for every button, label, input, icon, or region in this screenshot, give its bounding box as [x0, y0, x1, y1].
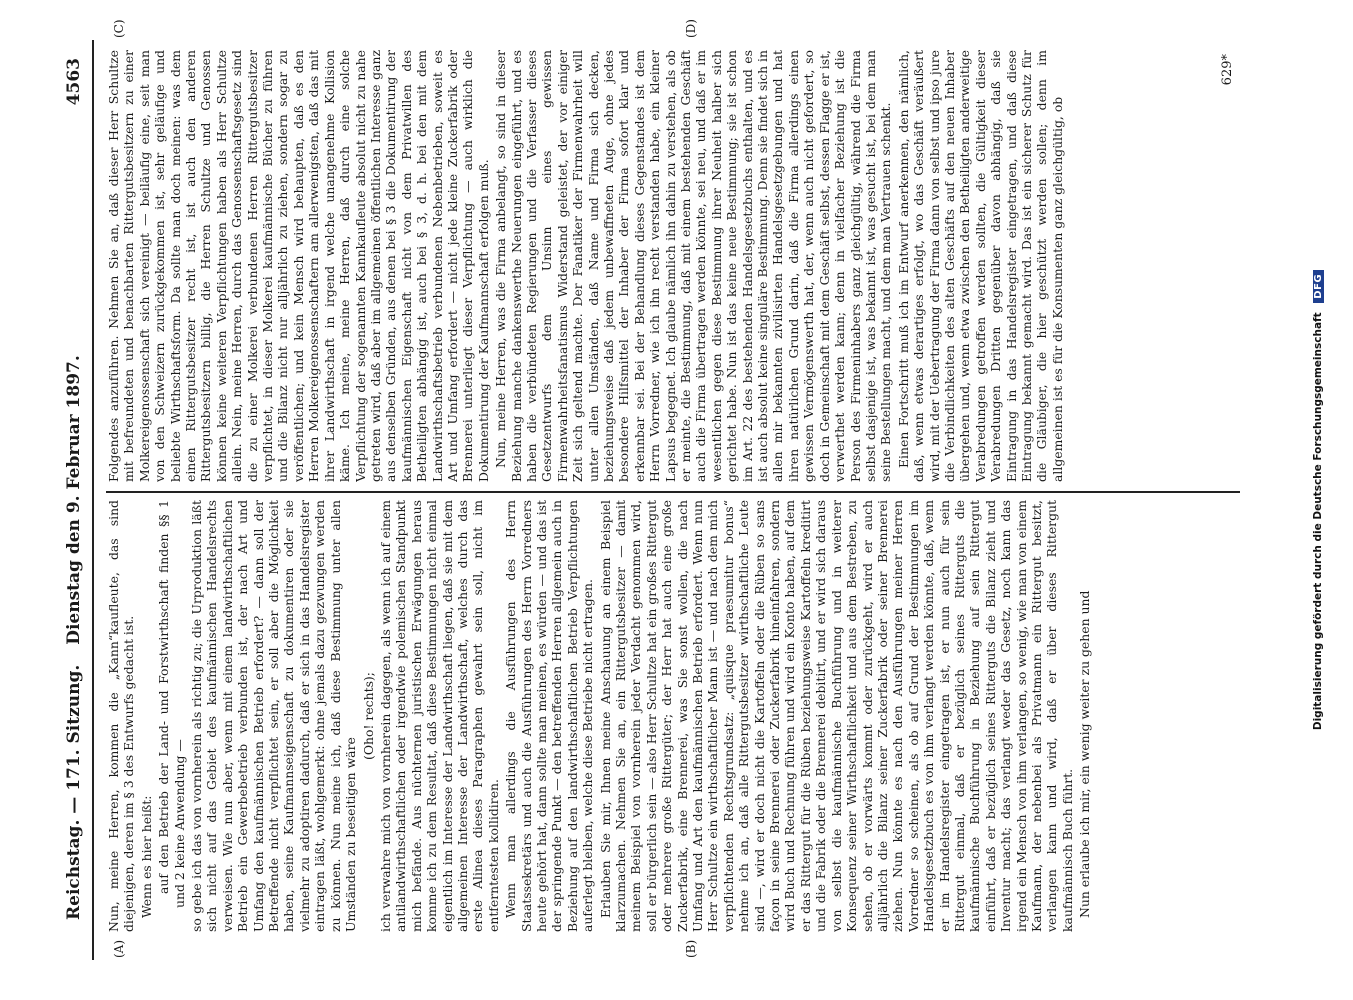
- quoted-law: auf den Betrieb der Land- und Forstwirthschaft finden §§ 1 und 2 keine Anwendung —: [156, 500, 187, 908]
- paragraph: Nun, meine Herren, kommen die „Kann“kaufleute, das sind diejenigen, deren im § 3 des Entwurfs gedacht ist.: [106, 500, 137, 932]
- text-column-left: [106, 500, 1240, 932]
- page-header: [60, 40, 94, 960]
- interjection: (Oho! rechts);: [360, 672, 376, 760]
- paragraph: Folgendes anzuführen. Nehmen Sie an, daß dieser Herr Schultze mit befreundeten und benachbarten Rittergutsbesitzern zu einer Molkereigenossenschaft sich vereinigt — beiläufig eine, seit man von den Schweizern zurückgekommen ist, sehr geläufige und beliebte Wirthschaftsform. Da sollte man doch meinen: was dem einen Rittergutsbesitzer recht ist, ist auch den anderen Rittergutsbesitzern billig, die Herren Schultze und Genossen können keine weiteren Verpflichtungen haben als Herr Schultze allein. Nein, meine Herren, durch das Genossenschaftsgesetz sind die zu einer Molkerei verbundenen Herren Rittergutsbesitzer verpflichtet, in dieser Molkerei kaufmännische Bücher zu führen und die Bilanz nicht nur alljährlich zu ziehen, sondern sogar zu veröffentlichen; und kein Mensch wird behaupten, daß es den Herren Molkereigenossenschaftern am allerwenigsten, daß das mit ihrer Landwirthschaft in irgend welche unangenehme Kollision käme. Ich meine, meine Herren, daß durch eine solche Verpflichtung der sogenannten Kannkaufleute absolut nicht zu nahe getreten wird, daß aber im allgemeinen öffentlichen Interesse ganz aus denselben Gründen, aus denen bei § 3 die Dokumentirung der kaufmännischen Eigenschaft nicht von dem Privatwillen des Betheiligten abhängig ist, auch bei § 3, d. h. bei den mit dem Landwirthschaftsbetrieb verbundenen Nebenbetrieben, soweit es Art und Umfang erfordert — nicht jede kleine Zuckerfabrik oder Brennerei unterliegt dieser Verpflichtung — auch wirklich die Dokumentirung der Kaufmannschaft erfolgen muß.: [106, 50, 491, 482]
- paragraph: so gebe ich das von vornherein als richtig zu; die Urproduktion läßt sich nicht auf das Gebiet des kaufmännischen Handelsrechts verweisen. Wie nun aber, wenn mit einem landwirthschaftlichen Betrieb ein Gewerbebetrieb verbunden ist, der nach Art und Umfang den kaufmännischen Betrieb erfordert? — dann soll der Betreffende nicht verpflichtet sein, er soll aber die Möglichkeit haben, seine Kaufmannseigenschaft zu dokumentiren oder sie vielmehr zu adoptiren dadurch, daß er sich in das Handelsregister eintragen läßt, wohlgemerkt: ohne jemals dazu gezwungen werden zu können. Nun meine ich, daß diese Bestimmung unter allen Umständen zu beseitigen wäre: [189, 500, 359, 932]
- paragraph: Erlauben Sie mir, Ihnen meine Anschauung an einem Beispiel klarzumachen. Nehmen Sie an, ein Rittergutsbesitzer — damit meinem Beispiel von vornherein jeder Verdacht genommen wird, soll er bürgerlich sein — also Herr Schultze hat ein großes Rittergut oder mehrere große Rittergüter; der Herr hat auch eine große Zuckerfabrik, eine Brennerei, was Sie sonst wollen, die nach Umfang und Art den kaufmännischen Betrieb erfordert. Wenn nun Herr Schultze ein wirthschaftlicher Mann ist — und nach dem mich verpflichtenden Rechtsgrundsatz: „quisque praesumitur bonus“ nehme ich an, daß alle Rittergutsbesitzer wirthschaftliche Leute sind —, wird er doch nicht die Kartoffeln oder die Rüben so sans façon in seine Brennerei oder Zuckerfabrik hineinfahren, sondern wird Buch und Rechnung führen und wird ein Konto haben, auf dem er das Rittergut für die Rüben beziehungsweise Kartoffeln kreditirt und die Fabrik oder die Brennerei debitirt, und er wird sich daraus von selbst die kaufmännische Buchführung und in weiterer Konsequenz seiner Wirthschaftlichkeit und aus dem Bestreben, zu sehen, ob er vorwärts kommt oder zurückgeht, wird er auch alljährlich die Bilanz seiner Zuckerfabrik oder seiner Brennerei ziehen. Nun könnte es nach den Ausführungen meiner Herren Vorredner so scheinen, als ob auf Grund der Bestimmungen im Handelsgesetzbuch es von ihm verlangt werden könnte, daß, wenn er im Handelsregister eingetragen ist, er nun auch für sein Rittergut einmal, daß er bezüglich seines Ritterguts die kaufmännische Buchführung in Beziehung auf sein Rittergut einführt, daß er bezüglich seines Ritterguts die Bilanz zieht und Inventur macht; das verlangt weder das Gesetz, noch kann das irgend ein Mensch von ihm verlangen, so wenig, wie man von einem Kaufmann, der nebenbei als Privatmann ein Rittergut besitzt, verlangen kann und wird, daß er über dieses Rittergut kaufmännisch Buch führt.: [597, 500, 1075, 932]
- credit-text: Digitalisierung gefördert durch die Deutsche Forschungsgemeinschaft: [1312, 312, 1324, 731]
- margin-mark-b: (B): [684, 939, 698, 958]
- margin-mark-c: (C): [112, 19, 126, 38]
- dfg-logo: DFG: [1313, 270, 1324, 303]
- paragraph: Wenn es hier heißt:: [138, 795, 154, 918]
- header-date: Dienstag den 9. Februar 1897.: [64, 355, 84, 645]
- signature-mark: 629*: [1220, 54, 1235, 86]
- paragraph: ich verwahre mich von vornherein dagegen, als wenn ich auf einem antilandwirthschaftlichen oder irgendwie polemischen Standpunkt mich befände. Aus nüchternen juristischen Erwägungen heraus komme ich zu dem Resultat, daß diese Bestimmungen nicht einmal eigentlich im Interesse der Landwirthschaft liegen, daß sie mit dem allgemeinen Interesse der Landwirthschaft, welches durch das erste Alinea dieses Paragraphen gewahrt sein soll, nicht im entferntesten kollidiren.: [377, 500, 501, 932]
- paragraph: Einen Fortschritt muß ich im Entwurf anerkennen, den nämlich, daß, wenn etwas derartiges erfolgt, wo das Geschäft veräußert wird, mit der Uebertragung der Firma dann von selbst und ipso jure die Verbindlichkeiten des alten Geschäfts auf den neuen Inhaber übergehen und, wenn etwa zwischen den Betheiligten anderweitige Verabredungen getroffen werden sollten, die Gültigkeit dieser Verabredungen Dritten gegenüber davon abhängig, daß sie Eintragung in das Handelsregister eingetragen, und daß diese Eintragung bekannt gemacht wird. Das ist ein sicherer Schutz für die Gläubiger, die hier geschützt werden sollen; denn im allgemeinen ist es für die Konsumenten ganz gleichgültig, ob: [895, 50, 1065, 482]
- page-number: 4563: [64, 58, 84, 106]
- paragraph: Nun, meine Herren, was die Firma anbelangt, so sind in dieser Beziehung manche dankenswerthe Neuerungen eingeführt, und es haben die verbündeten Regierungen und die Verfasser dieses Gesetzentwurfs dem Unsinn eines gewissen Firmenwahrheitsfanatismus Widerstand geleistet, der vor einiger Zeit sich geltend machte. Der Fanatiker der Firmenwahrheit will unter allen Umständen, daß Name und Firma sich decken, beziehungsweise daß jedem unbewaffneten Auge, ohne jedes besondere Hilfsmittel der Inhaber der Firma sofort klar und erkennbar sei. Bei der Behandlung dieses Gegenstandes ist dem Herrn Vorredner, wie ich ihn recht verstanden habe, ein kleiner Lapsus begegnet. Ich glaube nämlich ihn dahin zu verstehen, als ob er meinte, die Bestimmung, daß mit einem bestehenden Geschäft auch die Firma übertragen werden könnte, sei neu, und daß er im wesentlichen gegen diese Bestimmung ihrer Neuheit halber sich gerichtet habe. Nun ist das keine neue Bestimmung; sie ist schon im Art. 22 des bestehenden Handelsgesetzbuchs enthalten, und es ist auch absolut keine singuläre Bestimmung. Denn sie findet sich in allen mir bekannten zivilisirten Handelsgesetzgebungen und hat ihren natürlichen Grund darin, daß die Firma allerdings einen gewissen Vermögenswerth hat, der, wenn auch nicht gefordert, so doch in Gemeinschaft mit dem Geschäft selbst, dessen Flagge er ist, verwerthet werden kann; denn in vielfacher Beziehung ist die Person des Firmeninhabers ganz gleichgültig, während die Firma selbst dasjenige ist, was bekannt ist, was gesucht ist, bei dem man seine Bestellungen macht, und dem man Vertrauen schenkt.: [493, 50, 894, 482]
- column-divider: [106, 491, 1240, 493]
- paragraph: Wenn man allerdings die Ausführungen des Herrn Staatssekretärs und auch die Ausführungen des Herrn Vorredners heute gehört hat, dann sollte man meinen, es würden — und das ist der springende Punkt — den betreffenden Herren allgemein auch in Beziehung auf den landwirthschaftlichen Betrieb Verpflichtungen auferlegt bleiben, welche diese Betriebe nicht ertragen.: [503, 500, 596, 932]
- margin-mark-a: (A): [112, 939, 126, 958]
- paragraph: Nun erlaube ich mir, ein wenig weiter zu gehen und: [1077, 590, 1093, 918]
- digitization-credit: [1312, 0, 1324, 1000]
- margin-mark-d: (D): [684, 19, 698, 38]
- text-column-right: [106, 50, 1240, 482]
- header-left: Reichstag. — 171. Sitzung.: [64, 664, 84, 920]
